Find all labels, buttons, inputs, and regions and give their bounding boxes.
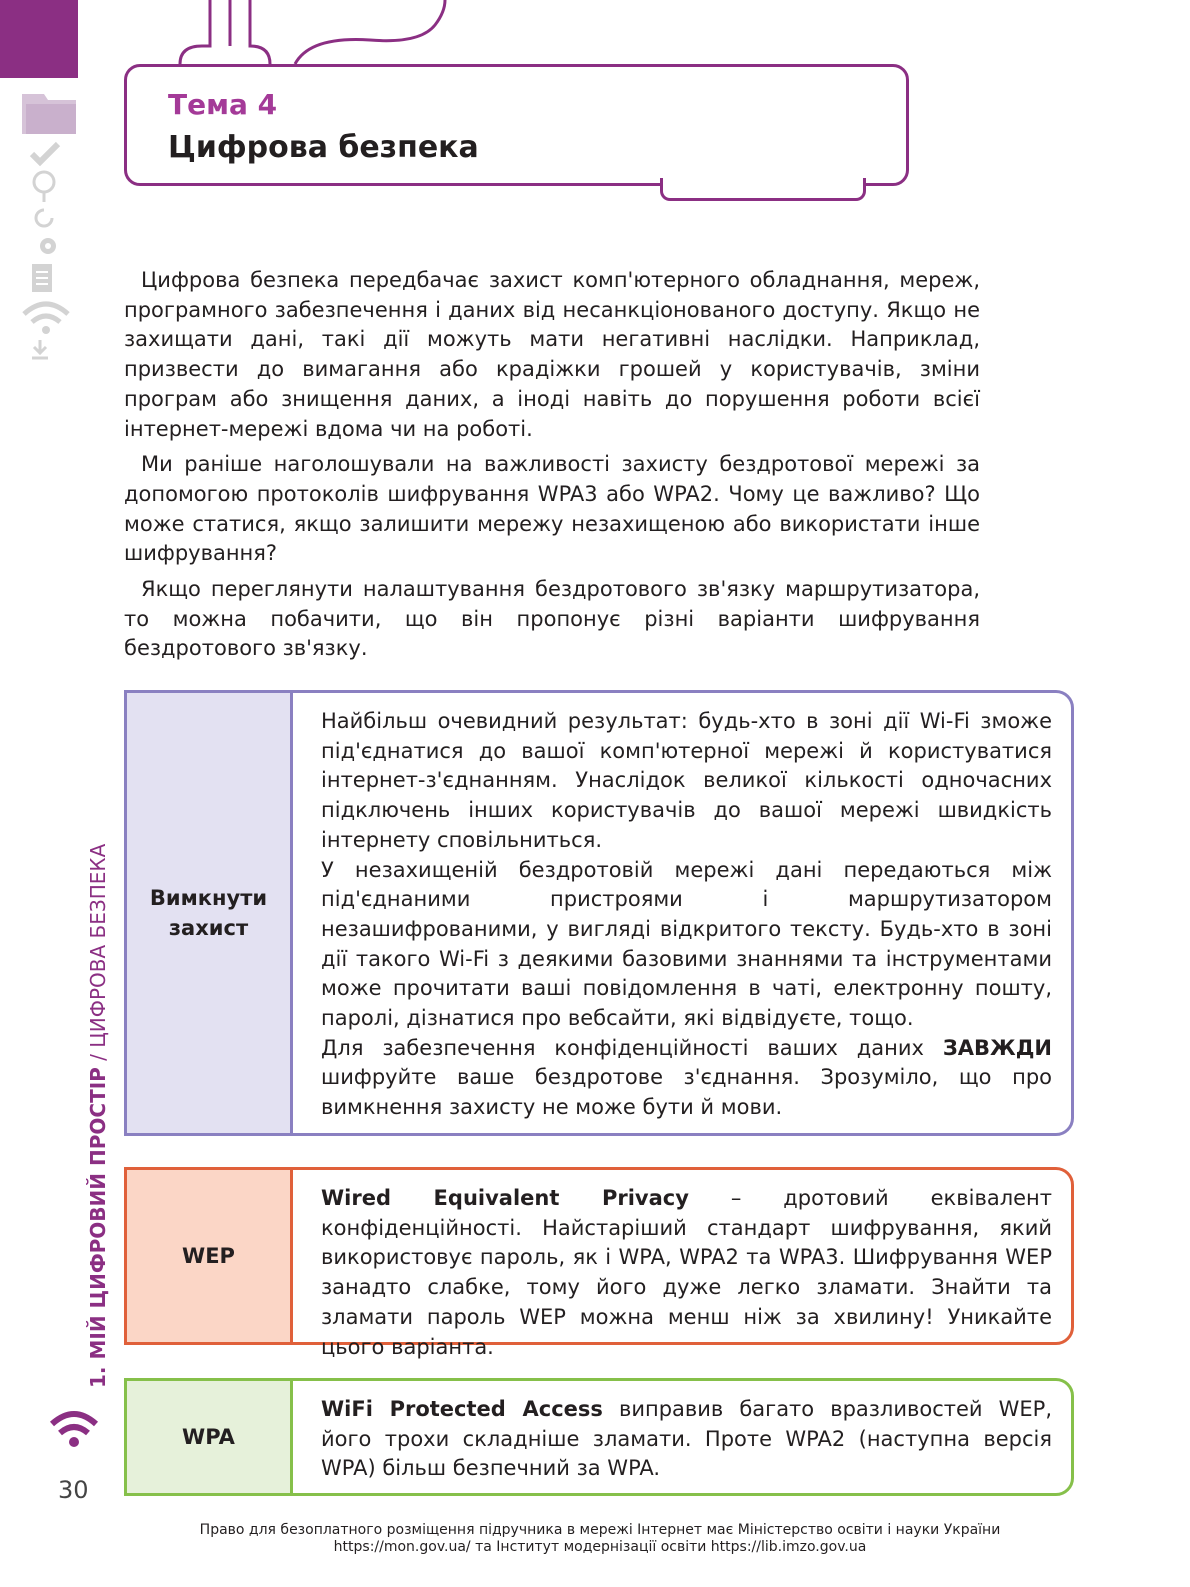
corner-tab	[0, 0, 78, 78]
card-paragraph: Найбільш очевидний результат: будь-хто в зоні дії Wi-Fi зможе під'єднатися до вашої комп'ютерної мережі й користуватися інтернет-з'єднанням. Унаслідок великої кількості одночасних підключень інших користувачів до вашої мережі швидкість інтернету сповільниться.	[321, 709, 1052, 852]
topic-header-box	[124, 64, 909, 186]
card-paragraph	[321, 1184, 1052, 1362]
download-icon	[18, 338, 82, 366]
topic-title: Цифрова безпека	[168, 130, 479, 165]
topic-subtitle: / ЦИФРОВА БЕЗПЕКА	[86, 843, 110, 1068]
footer	[0, 1522, 1190, 1556]
gear-icon	[18, 232, 82, 262]
emphasis-always: ЗАВЖДИ	[942, 1035, 1052, 1060]
refresh-icon	[18, 204, 82, 232]
chapter-title: 1. МІЙ ЦИФРОВИЙ ПРОСТІР	[86, 1067, 110, 1388]
card-text: виправив багато вразливостей WEP, його трохи складніше зламати. Проте WPA2 (наступна версія WPA) більш безпечний за WPA.	[321, 1397, 1052, 1481]
card-text: шифруйте ваше бездротове з'єднання. Зрозуміло, що про вимкнення захисту не може бути й мови.	[321, 1065, 1052, 1120]
card-disable-protection	[124, 690, 1074, 1136]
intro-paragraph: Ми раніше наголошували на важливості захисту бездротової мережі за допомогою протоколів шифрування WPA3 або WPA2. Чому це важливо? Що може статися, якщо залишити мережу незахищеною або використати інше шифрування?	[124, 452, 980, 566]
intro-paragraph: Якщо переглянути налаштування бездротового зв'язку маршрутизатора, то можна побачити, що він пропонує різні варіанти шифрування бездротового зв'язку.	[124, 577, 980, 661]
intro-text	[124, 266, 980, 670]
topic-header-tab	[660, 178, 866, 201]
router-wire-decoration	[120, 0, 460, 70]
card-text: Для забезпечення конфіденційності ваших даних	[321, 1035, 943, 1060]
card-text: – дротовий еквівалент конфіденційності. Найстаріший стандарт шифрування, який використовує пароль, як і WPA, WPA2 та WPA3. Шифрування WEP занадто слабке, тому його дуже легко зламати. Знайти та зламати пароль WEP можна менш ніж за хвилину! Уникайте цього варіанта.	[321, 1186, 1053, 1359]
card-body	[293, 1381, 1071, 1493]
card-body	[293, 1170, 1071, 1359]
intro-paragraph: Цифрова безпека передбачає захист комп'ютерного обладнання, мереж, програмного забезпечення і даних від несанкціонованого доступу. Якщо не захищати дані, такі дії можуть мати негативні наслідки. Наприклад, призвести до вимагання або крадіжки грошей у користувачів, зміни програм або знищення даних, а іноді навіть до порушення роботи всієї інтернет-мережі вдома чи на роботі.	[124, 268, 980, 441]
card-paragraph	[321, 1395, 1052, 1484]
chapter-side-label	[86, 844, 110, 1388]
term-bold: WiFi Protected Access	[321, 1397, 603, 1421]
card-paragraph: У незахищеній бездротовій мережі дані передаються між під'єднаними пристроями і маршрутизатором незашифрованими, у вигляді відкритого тексту. Будь-хто в зоні дії такого Wi-Fi з деякими базовими знаннями та інструментами може прочитати ваші повідомлення в чаті, електронну пошту, паролі, дізнатися про вебсайти, які відвідуєте, тощо.	[321, 857, 1052, 1031]
card-label: WEP	[127, 1170, 293, 1342]
page-number: 30	[58, 1476, 89, 1504]
folder-icon	[18, 88, 82, 140]
location-pin-icon	[18, 170, 82, 204]
checkmark-icon	[18, 140, 82, 170]
card-wpa	[124, 1378, 1074, 1496]
document-icon	[18, 262, 82, 298]
card-label: WPA	[127, 1381, 293, 1493]
card-paragraph	[321, 1034, 1052, 1123]
footer-line: Право для безоплатного розміщення підручника в мережі Інтернет має Міністерство освіти і науки України	[199, 1522, 1001, 1538]
card-wep	[124, 1167, 1074, 1359]
wifi-icon	[18, 298, 82, 338]
topic-label: Тема 4	[168, 88, 278, 121]
side-icon-column	[18, 88, 82, 366]
wifi-logo-icon	[48, 1408, 100, 1450]
card-body	[293, 693, 1071, 1133]
footer-line: https://mon.gov.ua/ та Інститут модернізації освіти https://lib.imzo.gov.ua	[333, 1539, 867, 1555]
term-bold: Wired Equivalent Privacy	[321, 1186, 689, 1210]
card-label: Вимкнути захист	[127, 693, 293, 1133]
